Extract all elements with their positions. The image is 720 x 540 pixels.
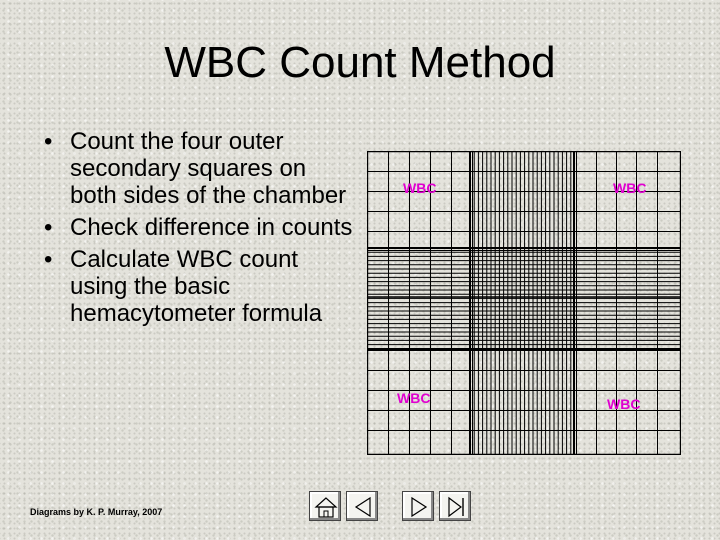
wbc-label-bottom-right: WBC [607, 396, 641, 412]
bullet-item: • Calculate WBC count using the basic hemacytometer formula [44, 246, 359, 327]
last-icon [440, 492, 472, 522]
home-icon [310, 492, 342, 522]
previous-slide-button[interactable] [346, 491, 378, 521]
previous-icon [347, 492, 379, 522]
bullet-list [44, 128, 359, 332]
credit-text: Diagrams by K. P. Murray, 2007 [30, 507, 163, 517]
wbc-label-top-right: WBC [613, 180, 647, 196]
next-icon [403, 492, 435, 522]
hemacytometer-grid [367, 151, 681, 455]
wbc-label-top-left: WBC [403, 180, 437, 196]
slide-title: WBC Count Method [164, 38, 556, 87]
last-slide-button[interactable] [439, 491, 471, 521]
bullet-item: • Count the four outer secondary squares on both sides of the chamber [44, 128, 359, 209]
bullet-item: • Check difference in counts [44, 214, 359, 241]
wbc-label-bottom-left: WBC [397, 390, 431, 406]
home-button[interactable] [309, 491, 341, 521]
next-slide-button[interactable] [402, 491, 434, 521]
